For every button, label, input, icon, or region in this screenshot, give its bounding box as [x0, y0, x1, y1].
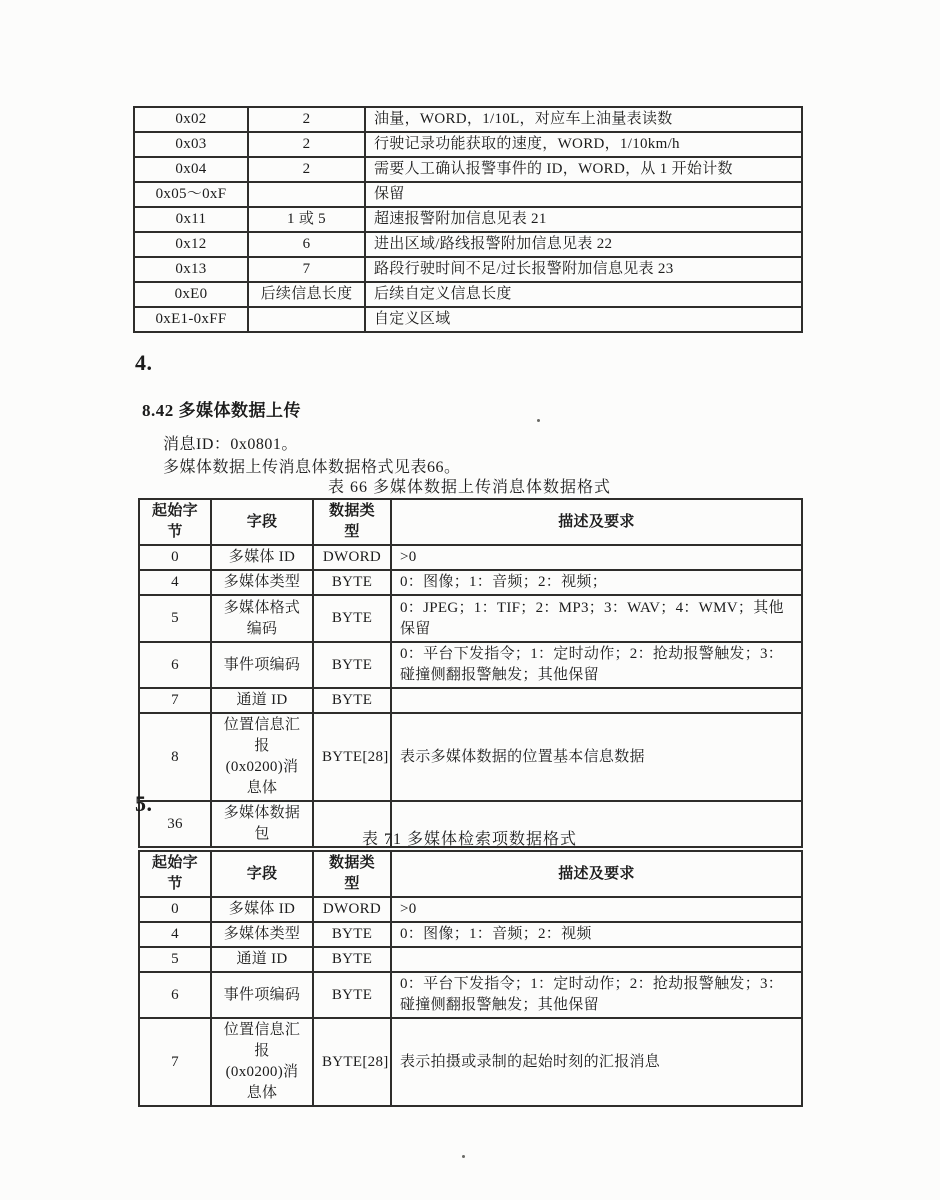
cell-length: 后续信息长度 — [248, 282, 365, 307]
table-row — [139, 1018, 802, 1106]
header-start-byte: 起始字节 — [139, 851, 211, 897]
cell-length: 6 — [248, 232, 365, 257]
header-description: 描述及要求 — [391, 499, 802, 545]
cell-description: 表示拍摄或录制的起始时刻的汇报消息 — [391, 1018, 802, 1106]
cell-description — [391, 947, 802, 972]
cell-description: 自定义区域 — [365, 307, 802, 332]
cell-data-type: BYTE — [313, 922, 391, 947]
cell-description: 超速报警附加信息见表 21 — [365, 207, 802, 232]
header-start-byte: 起始字节 — [139, 499, 211, 545]
header-description: 描述及要求 — [391, 851, 802, 897]
scan-artifact-dot — [537, 419, 540, 422]
cell-start-byte: 7 — [139, 688, 211, 713]
cell-description: 油量，WORD，1/10L，对应车上油量表读数 — [365, 107, 802, 132]
cell-length: 2 — [248, 132, 365, 157]
cell-id: 0xE0 — [134, 282, 248, 307]
cell-description: 0：平台下发指令；1：定时动作；2：抢劫报警触发；3：碰撞侧翻报警触发；其他保留 — [391, 642, 802, 688]
cell-field: 多媒体格式编码 — [211, 595, 313, 642]
cell-id: 0x05～0xF — [134, 182, 248, 207]
cell-data-type: BYTE — [313, 570, 391, 595]
section-number-4: 4. — [135, 350, 153, 375]
table-row — [139, 688, 802, 713]
cell-field — [211, 713, 313, 801]
cell-field: 多媒体 ID — [211, 545, 313, 570]
cell-description: 0：图像；1：音频；2：视频； — [391, 570, 802, 595]
table-row — [139, 972, 802, 1018]
header-data-type: 数据类型 — [313, 851, 391, 897]
cell-id: 0x02 — [134, 107, 248, 132]
table-row — [139, 897, 802, 922]
paragraph-message-id: 消息ID：0x0801。 — [163, 436, 298, 453]
cell-description: 表示多媒体数据的位置基本信息数据 — [391, 713, 802, 801]
cell-description: 0：平台下发指令；1：定时动作；2：抢劫报警触发；3：碰撞侧翻报警触发；其他保留 — [391, 972, 802, 1018]
cell-data-type: DWORD — [313, 545, 391, 570]
header-field: 字段 — [211, 851, 313, 897]
table-row — [134, 232, 802, 257]
cell-field: 多媒体类型 — [211, 570, 313, 595]
cell-start-byte: 5 — [139, 947, 211, 972]
table-row — [139, 545, 802, 570]
scan-artifact-dot — [462, 1155, 465, 1158]
table-row — [134, 282, 802, 307]
cell-data-type: BYTE — [313, 642, 391, 688]
table-row — [134, 307, 802, 332]
cell-start-byte: 36 — [139, 801, 211, 847]
cell-id: 0x12 — [134, 232, 248, 257]
table-row — [134, 257, 802, 282]
cell-field: 通道 ID — [211, 688, 313, 713]
cell-length: 2 — [248, 107, 365, 132]
table-row — [139, 595, 802, 642]
cell-data-type: BYTE[28] — [313, 713, 391, 801]
cell-field-line1: 位置信息汇报 — [223, 717, 301, 754]
cell-field-line2: (0x0200)消息体 — [225, 1064, 299, 1101]
cell-field-line2: (0x0200)消息体 — [225, 759, 299, 796]
header-field: 字段 — [211, 499, 313, 545]
cell-description: >0 — [391, 897, 802, 922]
cell-field: 事件项编码 — [211, 972, 313, 1018]
cell-start-byte: 8 — [139, 713, 211, 801]
cell-data-type: BYTE — [313, 972, 391, 1018]
table-row — [139, 570, 802, 595]
table-row — [134, 132, 802, 157]
table-row — [134, 157, 802, 182]
table-row — [134, 107, 802, 132]
cell-description: 保留 — [365, 182, 802, 207]
cell-start-byte: 6 — [139, 642, 211, 688]
table-row — [134, 207, 802, 232]
table-row — [139, 713, 802, 801]
table71-multimedia-search — [138, 850, 803, 1107]
cell-id: 0x04 — [134, 157, 248, 182]
additional-info-table — [133, 106, 803, 333]
cell-data-type: BYTE — [313, 595, 391, 642]
cell-id: 0x11 — [134, 207, 248, 232]
section-number-5: 5. — [135, 791, 153, 816]
cell-field — [211, 1018, 313, 1106]
cell-description: 需要人工确认报警事件的 ID，WORD，从 1 开始计数 — [365, 157, 802, 182]
cell-data-type: BYTE — [313, 688, 391, 713]
table-header-row — [139, 851, 802, 897]
cell-field-line1: 位置信息汇报 — [223, 1022, 301, 1059]
cell-id: 0x03 — [134, 132, 248, 157]
cell-start-byte: 4 — [139, 922, 211, 947]
cell-field: 通道 ID — [211, 947, 313, 972]
cell-start-byte: 4 — [139, 570, 211, 595]
cell-data-type: DWORD — [313, 897, 391, 922]
cell-description: 0：图像；1：音频；2：视频 — [391, 922, 802, 947]
table71-caption: 表 71 多媒体检索项数据格式 — [361, 831, 577, 848]
cell-field: 多媒体类型 — [211, 922, 313, 947]
table-row — [139, 922, 802, 947]
cell-description — [391, 688, 802, 713]
cell-description: 行驶记录功能获取的速度，WORD，1/10km/h — [365, 132, 802, 157]
cell-start-byte: 0 — [139, 545, 211, 570]
cell-id: 0xE1-0xFF — [134, 307, 248, 332]
cell-length — [248, 182, 365, 207]
table-row — [139, 642, 802, 688]
cell-start-byte: 6 — [139, 972, 211, 1018]
cell-data-type: BYTE[28] — [313, 1018, 391, 1106]
cell-length: 1 或 5 — [248, 207, 365, 232]
cell-field: 事件项编码 — [211, 642, 313, 688]
cell-data-type: BYTE — [313, 947, 391, 972]
table-row — [139, 947, 802, 972]
table-header-row — [139, 499, 802, 545]
table-row — [134, 182, 802, 207]
cell-start-byte: 5 — [139, 595, 211, 642]
cell-description: 进出区域/路线报警附加信息见表 22 — [365, 232, 802, 257]
section-heading-8-42: 8.42 多媒体数据上传 — [142, 401, 301, 420]
cell-description: 后续自定义信息长度 — [365, 282, 802, 307]
cell-field: 多媒体 ID — [211, 897, 313, 922]
header-data-type: 数据类型 — [313, 499, 391, 545]
table66-caption: 表 66 多媒体数据上传消息体数据格式 — [327, 479, 611, 496]
cell-length: 2 — [248, 157, 365, 182]
cell-description: 路段行驶时间不足/过长报警附加信息见表 23 — [365, 257, 802, 282]
paragraph-table-ref: 多媒体数据上传消息体数据格式见表66。 — [163, 459, 461, 476]
cell-description: 0：JPEG；1：TIF；2：MP3；3：WAV；4：WMV；其他保留 — [391, 595, 802, 642]
cell-length — [248, 307, 365, 332]
cell-id: 0x13 — [134, 257, 248, 282]
cell-field: 多媒体数据包 — [211, 801, 313, 847]
table66-multimedia-upload — [138, 498, 803, 848]
cell-description: >0 — [391, 545, 802, 570]
cell-start-byte: 7 — [139, 1018, 211, 1106]
cell-length: 7 — [248, 257, 365, 282]
cell-start-byte: 0 — [139, 897, 211, 922]
